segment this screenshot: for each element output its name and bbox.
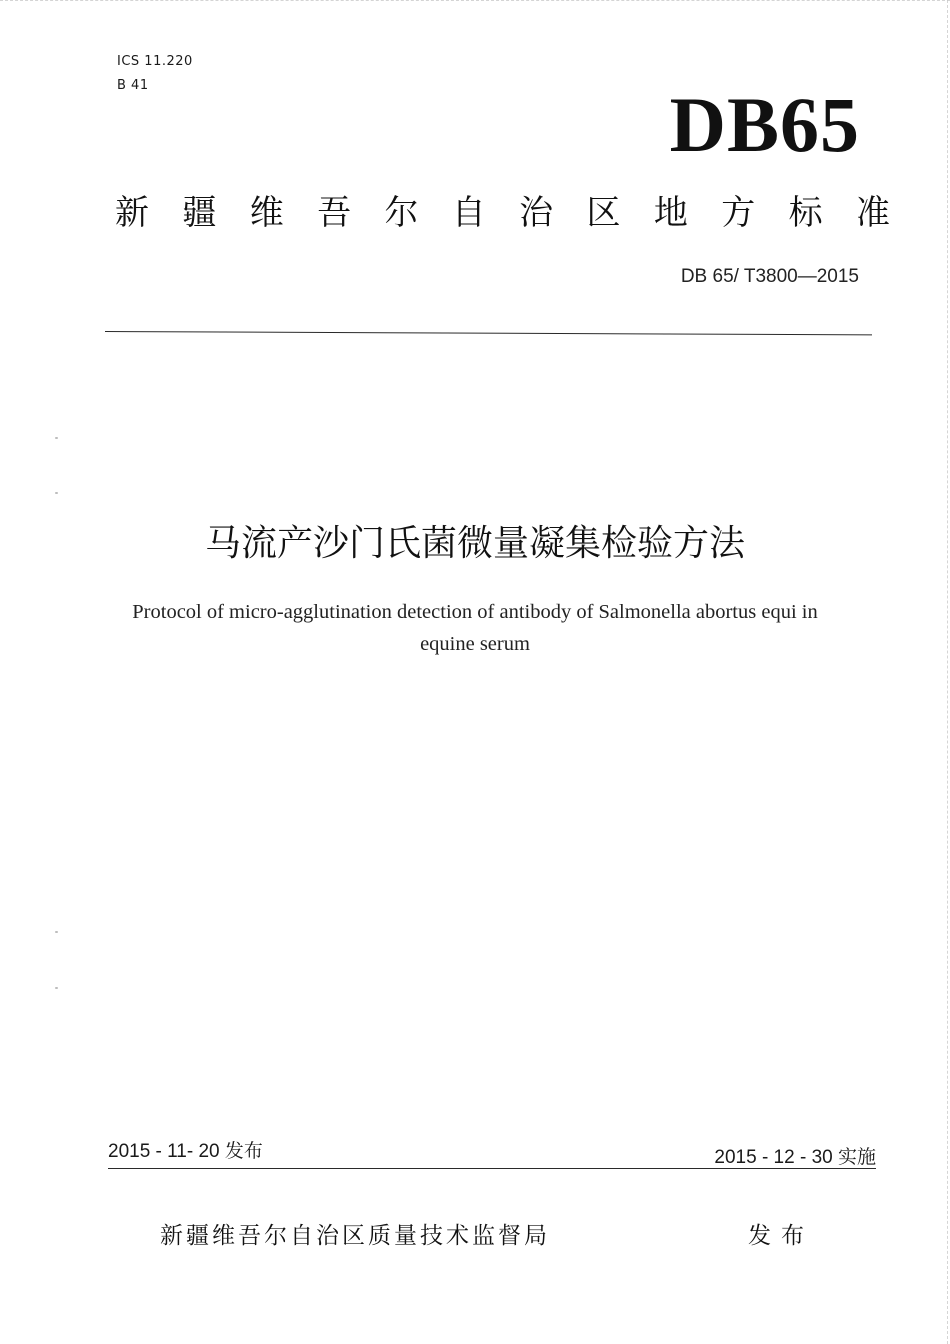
header-divider (105, 331, 872, 335)
classification-codes (117, 50, 193, 98)
standard-type-char: 标 (788, 193, 823, 233)
document-title-chinese: 马流产沙门氏菌微量凝集检验方法 (204, 523, 745, 564)
standard-type-char: 准 (855, 193, 890, 233)
release-date: 2015 - 11- 20 发布 (108, 1141, 263, 1162)
ccs-code: B 41 (117, 78, 149, 93)
ics-code: ICS 11.220 (117, 54, 193, 69)
standard-number: DB 65/ T3800—2015 (680, 266, 859, 287)
standard-type-char: 区 (586, 193, 621, 233)
scan-speck (55, 437, 58, 439)
scan-speck (55, 931, 58, 933)
standard-logo: DB65 (669, 81, 860, 168)
standard-type-char: 自 (451, 193, 486, 233)
standard-type-char: 新 (115, 193, 149, 233)
implementation-date: 2015 - 12 - 30 实施 (714, 1147, 876, 1168)
standard-type-char: 维 (249, 193, 284, 233)
standard-type-char: 尔 (384, 193, 419, 233)
standard-type-char: 吾 (317, 193, 352, 233)
issue-label: 发布 (748, 1223, 814, 1249)
standard-type-char: 地 (653, 193, 688, 233)
dates-row (108, 1138, 876, 1169)
scan-top-edge (0, 0, 950, 5)
english-title-line: Protocol of micro-agglutination detection of antibody of Salmonella abortus equi in (132, 601, 818, 623)
scan-speck (55, 492, 58, 494)
document-title-english (80, 596, 870, 660)
standard-type-heading (115, 188, 890, 238)
scan-right-edge (946, 0, 948, 1344)
standard-type-char: 疆 (182, 193, 217, 233)
standard-type-char: 治 (519, 193, 554, 233)
standard-type-char: 方 (721, 193, 756, 233)
scan-speck (55, 987, 58, 989)
english-title-line: equine serum (420, 633, 530, 655)
issuing-authority: 新疆维吾尔自治区质量技术监督局 (160, 1223, 550, 1249)
